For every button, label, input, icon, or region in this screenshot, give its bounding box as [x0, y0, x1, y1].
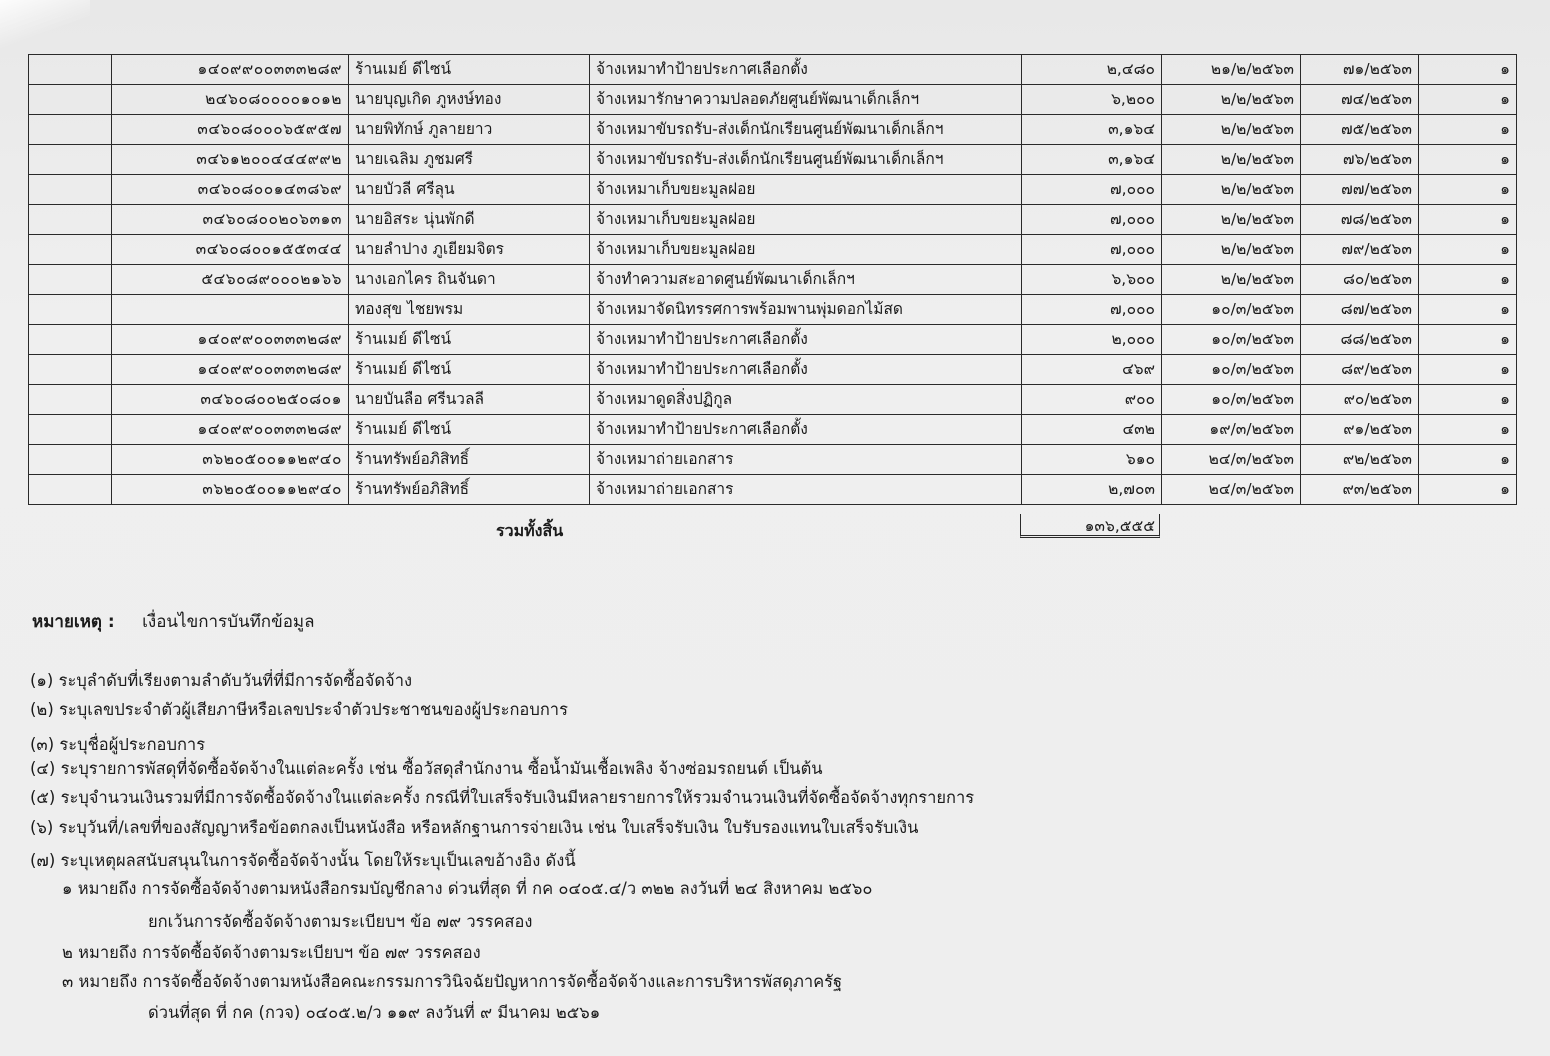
total-value: ๑๓๖,๕๕๕: [1020, 514, 1160, 538]
vendor-name-cell: นายลำปาง ภูเยียมจิตร: [349, 235, 590, 265]
amount-cell: ๖๑๐: [1022, 445, 1162, 475]
taxpayer-id-cell: ๕๔๖๐๘๙๐๐๐๒๑๖๖: [112, 265, 349, 295]
date-cell: ๑๐/๓/๒๕๖๓: [1162, 355, 1301, 385]
vendor-name-cell: ร้านเมย์ ดีไซน์: [349, 325, 590, 355]
table-row: [29, 415, 1517, 445]
table-row: [29, 85, 1517, 115]
document-number-cell: ๘๘/๒๕๖๓: [1301, 325, 1419, 355]
amount-cell: ๗,๐๐๐: [1022, 295, 1162, 325]
date-cell: ๒๔/๓/๒๕๖๓: [1162, 445, 1301, 475]
note-item: (๓) ระบุชื่อผู้ประกอบการ: [30, 735, 206, 754]
taxpayer-id-cell: ๑๔๐๙๙๐๐๓๓๓๒๘๙: [112, 55, 349, 85]
row-number-cell: [29, 445, 112, 475]
description-cell: จ้างเหมาจัดนิทรรศการพร้อมพานพุ่มดอกไม้สด: [590, 295, 1022, 325]
table-row: [29, 355, 1517, 385]
description-cell: จ้างเหมาเก็บขยะมูลฝอย: [590, 205, 1022, 235]
date-cell: ๒/๒/๒๕๖๓: [1162, 205, 1301, 235]
description-cell: จ้างเหมารักษาความปลอดภัยศูนย์พัฒนาเด็กเล็กฯ: [590, 85, 1022, 115]
amount-cell: ๓,๑๖๔: [1022, 115, 1162, 145]
vendor-name-cell: นายพิทักษ์ ภูลายยาว: [349, 115, 590, 145]
description-cell: จ้างทำความสะอาดศูนย์พัฒนาเด็กเล็กฯ: [590, 265, 1022, 295]
document-number-cell: ๗๙/๒๕๖๓: [1301, 235, 1419, 265]
taxpayer-id-cell: ๒๔๖๐๘๐๐๐๐๑๐๑๒: [112, 85, 349, 115]
description-cell: จ้างเหมาทำป้ายประกาศเลือกตั้ง: [590, 325, 1022, 355]
date-cell: ๑๐/๓/๒๕๖๓: [1162, 325, 1301, 355]
row-number-cell: [29, 175, 112, 205]
row-number-cell: [29, 415, 112, 445]
reason-code-cell: ๑: [1419, 355, 1517, 385]
document-number-cell: ๘๙/๒๕๖๓: [1301, 355, 1419, 385]
amount-cell: ๒,๗๐๓: [1022, 475, 1162, 505]
taxpayer-id-cell: ๓๔๖๐๘๐๐๐๖๕๙๕๗: [112, 115, 349, 145]
date-cell: ๑๙/๓/๒๕๖๓: [1162, 415, 1301, 445]
taxpayer-id-cell: ๓๔๖๐๘๐๐๒๕๐๘๐๑: [112, 385, 349, 415]
table-row: [29, 235, 1517, 265]
note-item: (๗) ระบุเหตุผลสนับสนุนในการจัดซื้อจัดจ้างนั้น โดยให้ระบุเป็นเลขอ้างอิง ดังนี้: [30, 851, 576, 870]
taxpayer-id-cell: ๑๔๐๙๙๐๐๓๓๓๒๘๙: [112, 415, 349, 445]
row-number-cell: [29, 55, 112, 85]
note-ref: ๑ หมายถึง การจัดซื้อจัดจ้างตามหนังสือกรมบัญชีกลาง ด่วนที่สุด ที่ กค ๐๔๐๕.๔/ว ๓๒๒ ลงวันที่ ๒๔ สิงหาคม ๒๕๖๐: [62, 879, 873, 898]
amount-cell: ๓,๑๖๔: [1022, 145, 1162, 175]
total-label: รวมทั้งสิ้น: [496, 521, 564, 540]
notes-heading: [32, 608, 315, 635]
description-cell: จ้างเหมาขับรถรับ-ส่งเด็กนักเรียนศูนย์พัฒนาเด็กเล็กฯ: [590, 115, 1022, 145]
amount-cell: ๖,๒๐๐: [1022, 85, 1162, 115]
date-cell: ๒/๒/๒๕๖๓: [1162, 115, 1301, 145]
date-cell: ๒๔/๓/๒๕๖๓: [1162, 475, 1301, 505]
reason-code-cell: ๑: [1419, 85, 1517, 115]
description-cell: จ้างเหมาทำป้ายประกาศเลือกตั้ง: [590, 55, 1022, 85]
description-cell: จ้างเหมาขับรถรับ-ส่งเด็กนักเรียนศูนย์พัฒนาเด็กเล็กฯ: [590, 145, 1022, 175]
row-number-cell: [29, 325, 112, 355]
document-number-cell: ๗๖/๒๕๖๓: [1301, 145, 1419, 175]
reason-code-cell: ๑: [1419, 385, 1517, 415]
vendor-name-cell: ร้านเมย์ ดีไซน์: [349, 355, 590, 385]
table-row: [29, 295, 1517, 325]
amount-cell: ๗,๐๐๐: [1022, 235, 1162, 265]
row-number-cell: [29, 385, 112, 415]
date-cell: ๒/๒/๒๕๖๓: [1162, 265, 1301, 295]
note-ref-continuation: ยกเว้นการจัดซื้อจัดจ้างตามระเบียบฯ ข้อ ๗๙ วรรคสอง: [148, 912, 533, 931]
table-row: [29, 445, 1517, 475]
date-cell: ๑๐/๓/๒๕๖๓: [1162, 295, 1301, 325]
notes-heading-label: หมายเหตุ :: [32, 612, 115, 632]
note-item: (๑) ระบุลำดับที่เรียงตามลำดับวันที่ที่มีการจัดซื้อจัดจ้าง: [30, 671, 413, 690]
vendor-name-cell: ร้านทรัพย์อภิสิทธิ์: [349, 475, 590, 505]
table-row: [29, 325, 1517, 355]
reason-code-cell: ๑: [1419, 415, 1517, 445]
row-number-cell: [29, 475, 112, 505]
document-number-cell: ๗๔/๒๕๖๓: [1301, 85, 1419, 115]
reason-code-cell: ๑: [1419, 205, 1517, 235]
taxpayer-id-cell: ๓๔๖๐๘๐๐๒๐๖๓๑๓: [112, 205, 349, 235]
vendor-name-cell: ทองสุข ไชยพรม: [349, 295, 590, 325]
date-cell: ๒/๒/๒๕๖๓: [1162, 235, 1301, 265]
table-row: [29, 175, 1517, 205]
date-cell: ๒/๒/๒๕๖๓: [1162, 145, 1301, 175]
description-cell: จ้างเหมาทำป้ายประกาศเลือกตั้ง: [590, 355, 1022, 385]
notes-heading-text: เงื่อนไขการบันทึกข้อมูล: [142, 612, 315, 632]
note-item: (๒) ระบุเลขประจำตัวผู้เสียภาษีหรือเลขประจำตัวประชาชนของผู้ประกอบการ: [30, 700, 568, 719]
vendor-name-cell: นายบุญเกิด ภูหงษ์ทอง: [349, 85, 590, 115]
amount-cell: ๔๓๒: [1022, 415, 1162, 445]
amount-cell: ๖,๖๐๐: [1022, 265, 1162, 295]
vendor-name-cell: ร้านเมย์ ดีไซน์: [349, 415, 590, 445]
vendor-name-cell: ร้านทรัพย์อภิสิทธิ์: [349, 445, 590, 475]
date-cell: ๒/๒/๒๕๖๓: [1162, 85, 1301, 115]
table-row: [29, 115, 1517, 145]
note-item: (๕) ระบุจำนวนเงินรวมที่มีการจัดซื้อจัดจ้างในแต่ละครั้ง กรณีที่ใบเสร็จรับเงินมีหลายรายการให้รวมจำนวนเงินที่จัดซื้อจัดจ้างทุกรายการ: [30, 788, 975, 807]
vendor-name-cell: นายเฉลิม ภูชมศรี: [349, 145, 590, 175]
taxpayer-id-cell: ๑๔๐๙๙๐๐๓๓๓๒๘๙: [112, 355, 349, 385]
date-cell: ๒๑/๒/๒๕๖๓: [1162, 55, 1301, 85]
amount-cell: ๗,๐๐๐: [1022, 175, 1162, 205]
description-cell: จ้างเหมาทำป้ายประกาศเลือกตั้ง: [590, 415, 1022, 445]
taxpayer-id-cell: ๓๖๒๐๕๐๐๑๑๒๙๔๐: [112, 475, 349, 505]
document-number-cell: ๗๕/๒๕๖๓: [1301, 115, 1419, 145]
taxpayer-id-cell: ๓๔๖๑๒๐๐๔๔๔๙๙๒: [112, 145, 349, 175]
description-cell: จ้างเหมาถ่ายเอกสาร: [590, 445, 1022, 475]
procurement-table: [28, 54, 1517, 505]
vendor-name-cell: นายอิสระ นุ่นพักดี: [349, 205, 590, 235]
note-ref: ๓ หมายถึง การจัดซื้อจัดจ้างตามหนังสือคณะกรรมการวินิจฉัยปัญหาการจัดซื้อจัดจ้างและการบริหารพัสดุภาครัฐ: [62, 972, 843, 991]
note-ref-continuation: ด่วนที่สุด ที่ กค (กวจ) ๐๔๐๕.๒/ว ๑๑๙ ลงวันที่ ๙ มีนาคม ๒๕๖๑: [148, 1003, 601, 1022]
reason-code-cell: ๑: [1419, 55, 1517, 85]
document-number-cell: ๙๒/๒๕๖๓: [1301, 445, 1419, 475]
row-number-cell: [29, 265, 112, 295]
row-number-cell: [29, 205, 112, 235]
procurement-table-body: [29, 55, 1517, 505]
row-number-cell: [29, 115, 112, 145]
vendor-name-cell: ร้านเมย์ ดีไซน์: [349, 55, 590, 85]
note-item: (๖) ระบุวันที่/เลขที่ของสัญญาหรือข้อตกลงเป็นหนังสือ หรือหลักฐานการจ่ายเงิน เช่น ใบเสร็จรับเงิน ใบรับรองแทนใบเสร็จรับเงิน: [30, 818, 919, 837]
row-number-cell: [29, 355, 112, 385]
date-cell: ๒/๒/๒๕๖๓: [1162, 175, 1301, 205]
reason-code-cell: ๑: [1419, 445, 1517, 475]
row-number-cell: [29, 145, 112, 175]
reason-code-cell: ๑: [1419, 265, 1517, 295]
document-number-cell: ๗๗/๒๕๖๓: [1301, 175, 1419, 205]
taxpayer-id-cell: [112, 295, 349, 325]
row-number-cell: [29, 85, 112, 115]
description-cell: จ้างเหมาเก็บขยะมูลฝอย: [590, 175, 1022, 205]
document-number-cell: ๗๑/๒๕๖๓: [1301, 55, 1419, 85]
table-row: [29, 265, 1517, 295]
amount-cell: ๒,๐๐๐: [1022, 325, 1162, 355]
document-number-cell: ๘๐/๒๕๖๓: [1301, 265, 1419, 295]
document-number-cell: ๗๘/๒๕๖๓: [1301, 205, 1419, 235]
reason-code-cell: ๑: [1419, 295, 1517, 325]
table-row: [29, 475, 1517, 505]
reason-code-cell: ๑: [1419, 145, 1517, 175]
document-number-cell: ๙๑/๒๕๖๓: [1301, 415, 1419, 445]
row-number-cell: [29, 295, 112, 325]
paper-crease: [0, 0, 90, 50]
document-number-cell: ๘๗/๒๕๖๓: [1301, 295, 1419, 325]
table-row: [29, 385, 1517, 415]
reason-code-cell: ๑: [1419, 475, 1517, 505]
table-row: [29, 145, 1517, 175]
note-ref: ๒ หมายถึง การจัดซื้อจัดจ้างตามระเบียบฯ ข้อ ๗๙ วรรคสอง: [62, 943, 481, 962]
reason-code-cell: ๑: [1419, 325, 1517, 355]
date-cell: ๑๐/๓/๒๕๖๓: [1162, 385, 1301, 415]
vendor-name-cell: นางเอกไคร ถินจันดา: [349, 265, 590, 295]
document-number-cell: ๙๐/๒๕๖๓: [1301, 385, 1419, 415]
taxpayer-id-cell: ๑๔๐๙๙๐๐๓๓๓๒๘๙: [112, 325, 349, 355]
row-number-cell: [29, 235, 112, 265]
reason-code-cell: ๑: [1419, 115, 1517, 145]
vendor-name-cell: นายบัวลี ศรีลุน: [349, 175, 590, 205]
amount-cell: ๗,๐๐๐: [1022, 205, 1162, 235]
reason-code-cell: ๑: [1419, 235, 1517, 265]
description-cell: จ้างเหมาเก็บขยะมูลฝอย: [590, 235, 1022, 265]
taxpayer-id-cell: ๓๖๒๐๕๐๐๑๑๒๙๔๐: [112, 445, 349, 475]
note-item: (๔) ระบุรายการพัสดุที่จัดซื้อจัดจ้างในแต่ละครั้ง เช่น ซื้อวัสดุสำนักงาน ซื้อน้ำมันเชื้อเพลิง จ้างซ่อมรถยนต์ เป็นต้น: [30, 759, 823, 778]
taxpayer-id-cell: ๓๔๖๐๘๐๐๑๔๓๘๖๙: [112, 175, 349, 205]
description-cell: จ้างเหมาดูดสิ่งปฏิกูล: [590, 385, 1022, 415]
amount-cell: ๒,๔๘๐: [1022, 55, 1162, 85]
document-number-cell: ๙๓/๒๕๖๓: [1301, 475, 1419, 505]
amount-cell: ๙๐๐: [1022, 385, 1162, 415]
taxpayer-id-cell: ๓๔๖๐๘๐๐๑๕๕๓๔๔: [112, 235, 349, 265]
description-cell: จ้างเหมาถ่ายเอกสาร: [590, 475, 1022, 505]
table-row: [29, 205, 1517, 235]
table-row: [29, 55, 1517, 85]
reason-code-cell: ๑: [1419, 175, 1517, 205]
amount-cell: ๔๖๙: [1022, 355, 1162, 385]
vendor-name-cell: นายบันลือ ศรีนวลลี: [349, 385, 590, 415]
